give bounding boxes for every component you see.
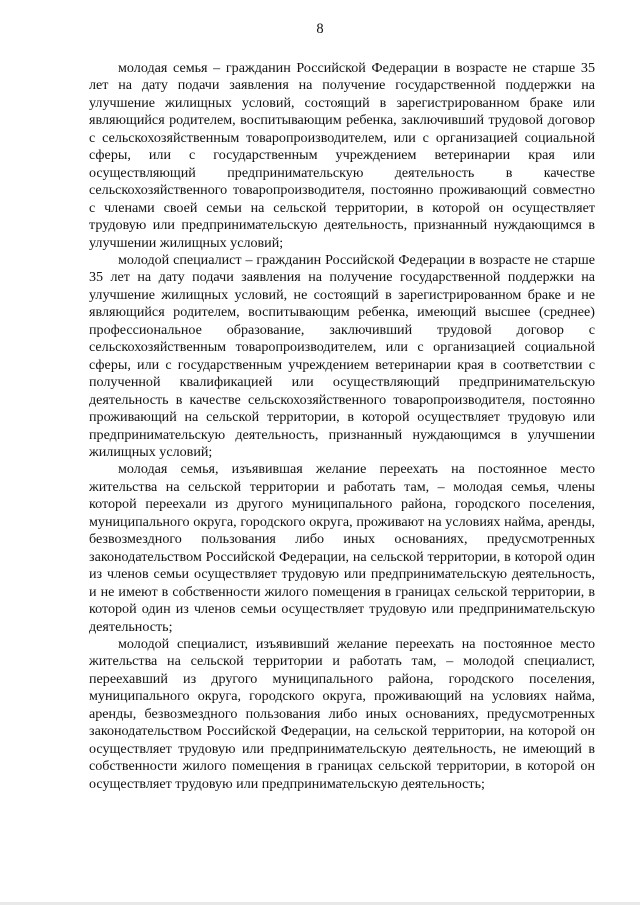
paragraph-relocating-young-specialist: молодой специалист, изъявивший желание переехать на постоянное место жительства на сельской территории и работать там, – молодой специалист, переехавший из другого муниципального района, городского поселения, муниципального округа, городского округа, проживающий на условиях найма, аренды, безвозмездного пользования либо иных основаниях, предусмотренных законодательством Российской Федерации, на сельской территории, на которой он осуществляет трудовую или предпринимательскую деятельность, не имеющий в собственности жилого помещения в границах сельской территории, в которой он осуществляет трудовую или предпринимательскую деятельность; <box>89 635 595 792</box>
page-number: 8 <box>316 21 324 37</box>
paragraph-young-specialist: молодой специалист – гражданин Российской Федерации в возрасте не старше 35 лет на дату подачи заявления на получение государственной поддержки на улучшение жилищных условий, не состоящий в зарегистрированном браке и не являющийся родителем, воспитывающим ребенка, имеющий высшее (среднее) профессиональное образование, заключивший трудовой договор с сельскохозяйственным товаропроизводителем, или с организацией социальной сферы, или с государственным учреждением ветеринарии края в соответствии с полученной квалификацией или осуществляющий предпринимательскую деятельность в качестве сельскохозяйственного товаропроизводителя, постоянно проживающий на сельской территории, в которой осуществляет трудовую или предпринимательскую деятельность, признанный нуждающимся в улучшении жилищных условий; <box>89 251 595 460</box>
paragraph-relocating-young-family: молодая семья, изъявившая желание переехать на постоянное место жительства на сельской территории и работать там, – молодая семья, члены которой переехали из другого муниципального района, городского поселения, муниципального округа, городского округа, проживают на условиях найма, аренды, безвозмездного пользования либо иных основаниях, предусмотренных законодательством Российской Федерации, на сельской территории, в которой один из членов семьи осуществляет трудовую или предпринимательскую деятельность, и не имеют в собственности жилого помещения в границах сельской территории, в которой один из членов семьи осуществляет трудовую или предпринимательскую деятельность; <box>89 461 595 635</box>
paragraph-young-family: молодая семья – гражданин Российской Федерации в возрасте не старше 35 лет на дату подачи заявления на получение государственной поддержки на улучшение жилищных условий, состоящий в зарегистрированном браке или являющийся родителем, воспитывающим ребенка, заключивший трудовой договор с сельскохозяйственным товаропроизводителем, или с организацией социальной сферы, или с государственным учреждением ветеринарии края или осуществляющий предпринимательскую деятельность в качестве сельскохозяйственного товаропроизводителя, постоянно проживающий совместно с членами своей семьи на сельской территории, в которой он осуществляет трудовую или предпринимательскую деятельность, признанный нуждающимся в улучшении жилищных условий; <box>89 60 595 251</box>
document-body <box>89 60 595 793</box>
